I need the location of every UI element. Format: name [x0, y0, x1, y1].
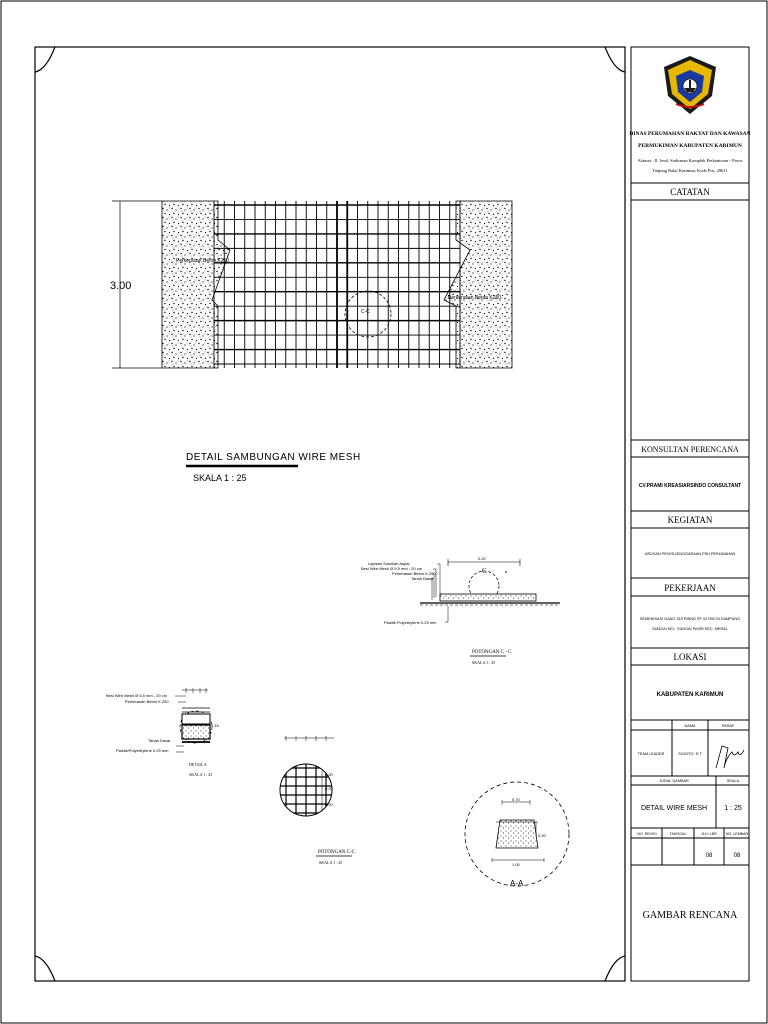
label-concrete-right: Perkerasan Beton K250	[448, 295, 502, 301]
aa-trapezoid	[496, 820, 538, 848]
detail-a-scale: SKALA 1 : 25	[189, 772, 213, 777]
concrete-right	[444, 201, 512, 368]
mesh-grid	[214, 201, 460, 368]
section-cc-title: POTONGAN C - C	[472, 650, 512, 655]
aa-dim-side: 0.20	[538, 833, 546, 838]
detail-a-label-1: Besi Wire Mesh Ø 6.5 mm - 20 cm	[106, 693, 168, 698]
pekerjaan-header: PEKERJAAN	[664, 583, 716, 593]
detail-a	[106, 688, 220, 777]
circle-dim-3: 0.20	[325, 802, 333, 807]
team-leader-name: SUGITO, S.T	[678, 751, 702, 756]
section-cc-label-3: Perkerasan Beton K.250	[392, 571, 436, 576]
section-cc-slab	[440, 594, 536, 601]
nama-label: NAMA	[684, 724, 696, 728]
circle-scale: SKALA 1 : 25	[319, 860, 343, 865]
concrete-left	[162, 201, 230, 368]
agency-line-2: PERMUKIMAN KABUPATEN KARIMUN	[638, 143, 742, 149]
section-cc-dim: 0.20	[478, 556, 486, 561]
paraf-label: PARAF	[721, 724, 735, 728]
aa-dim-top: 0.70	[512, 797, 520, 802]
section-cc-label-2: Besi Wire Mesh Ø 6.5 mm - 20 cm	[361, 566, 423, 571]
no-lembar-value: 08	[733, 853, 741, 859]
address-line-2: Tanjung Balai Karimun, Kode Pos. 29611	[652, 168, 728, 173]
section-cc-label-4: Tanah Dasar	[411, 576, 434, 581]
detail-a-dim: 0.15	[211, 723, 219, 728]
aa-title: A-A	[510, 879, 524, 888]
skala-value: 1 : 25	[724, 805, 742, 812]
section-cc-top	[361, 556, 560, 665]
aa-dim-bottom: 1.00	[512, 862, 520, 867]
pekerjaan-line-2: SUNGAI KEL. SUNGAI PASIR KEC. MERAL	[652, 627, 728, 631]
no-revisi-label: NO. REVISI	[637, 832, 657, 836]
signature	[716, 746, 744, 768]
pekerjaan-line-1: SEMENISASI GANG SUTRISNO RT 02 RW 04 KAMPUNG	[639, 617, 741, 621]
jml-lbr-value: 08	[705, 853, 713, 859]
detail-a-label-2: Perkerasan Beton K.250	[125, 699, 169, 704]
main-detail-scale: SKALA 1 : 25	[193, 473, 247, 483]
main-detail-title: DETAIL SAMBUNGAN WIRE MESH	[186, 452, 361, 463]
sheet-border	[1, 1, 767, 1023]
karimun-emblem-logo	[664, 56, 716, 114]
address-line-1: Alamat : Jl. Jend. Sudirman Komplek Perkantoran - Poros	[637, 158, 743, 163]
kegiatan-value: URUSAN PENYELENGGARAAN PSU PERUMAHAN	[644, 552, 736, 556]
circle-dim-2: 0.20	[325, 786, 333, 791]
section-cc-scale: SKALA 1 : 25	[472, 660, 496, 665]
footer-gambar-rencana: GAMBAR RENCANA	[642, 910, 738, 921]
skala-label: SKALA	[726, 779, 740, 783]
konsultan-header: KONSULTAN PERENCANA	[641, 445, 739, 454]
agency-line-1: DINAS PERUMAHAN RAKYAT DAN KAWASAN	[629, 131, 751, 137]
section-cc-mark: C	[482, 567, 487, 575]
label-concrete-left: Perkerasan Beton K250	[176, 258, 230, 264]
team-leader-label: TEAM LEADER	[637, 752, 665, 756]
title-block	[629, 47, 750, 981]
detail-a-label-3: Tanah Dasar	[148, 738, 171, 743]
lokasi-value: KABUPATEN KARIMUN	[656, 692, 724, 698]
dimension-text: 3.00	[110, 280, 132, 292]
detail-a-title: DETAIL A	[189, 762, 207, 767]
main-wire-mesh-detail	[110, 201, 512, 483]
section-cc-circle-grid	[278, 736, 356, 865]
judul-value: DETAIL WIRE MESH	[640, 805, 708, 812]
catatan-header: CATATAN	[670, 187, 710, 197]
lokasi-header: LOKASI	[673, 652, 707, 662]
detail-a-label-4: Plastik/Polyethylene 0.25 mm	[116, 748, 169, 753]
konsultan-value: CV.PRAMI KREASIARSINDO CONSULTANT	[638, 483, 742, 489]
kegiatan-header: KEGIATAN	[667, 515, 713, 525]
jml-lbr-label: JLH. LBR	[701, 832, 717, 836]
circle-dim-1: 0.20	[325, 772, 333, 777]
section-mark: C-C	[361, 309, 370, 315]
section-cc-label-bottom: Plastik Polyethylene 0.25 mm	[384, 620, 437, 625]
section-cc-label-1: Lapisan Sosolian Aspal	[368, 561, 410, 566]
judul-label: JUDUL GAMBAR	[659, 779, 689, 783]
no-lembar-label: NO. LEMBAR	[725, 832, 749, 836]
section-aa	[465, 782, 569, 888]
tanggal-label: TANGGAL	[669, 832, 687, 836]
circle-title: POTONGAN C-C	[318, 850, 355, 855]
